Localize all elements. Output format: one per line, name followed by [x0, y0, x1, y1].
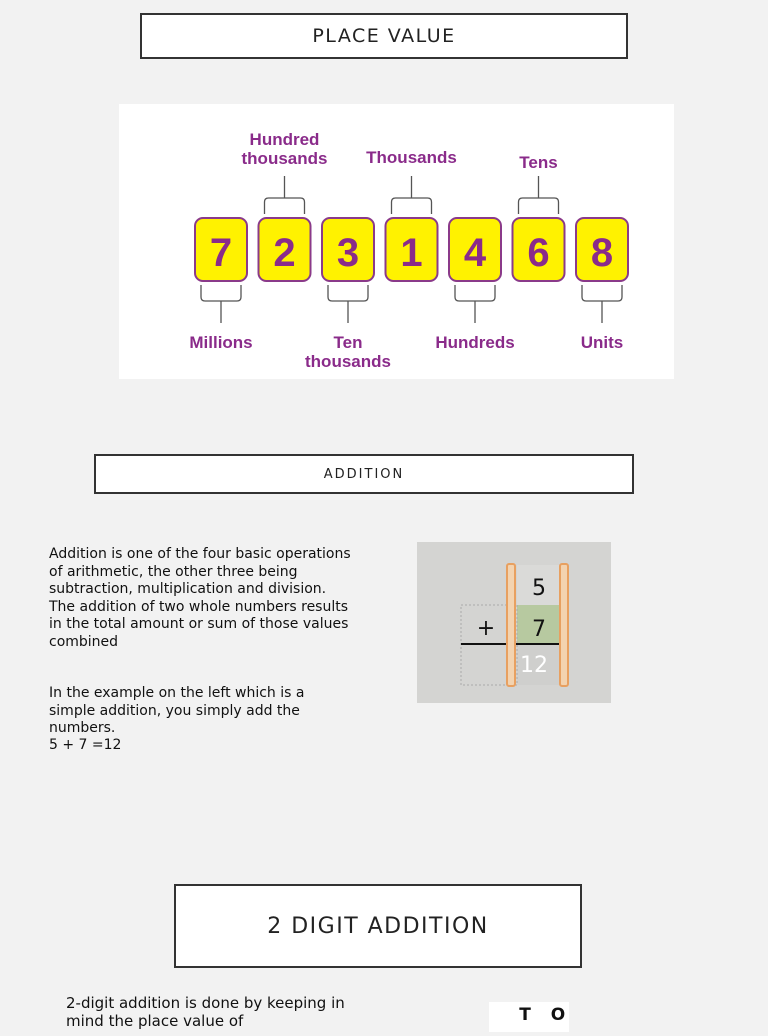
place-label: Thousands: [366, 148, 457, 167]
addition-example-svg: [417, 542, 611, 703]
place-label: Ten: [333, 333, 363, 352]
to-table-svg: [489, 1002, 569, 1032]
tens-header: T: [519, 1005, 531, 1025]
addition-description: Addition is one of the four basic operations of arithmetic, the other three being subtraction, multiplication and division. The addition of two whole numbers results in the total amount or sum of those values combined: [49, 546, 351, 650]
digit: 7: [209, 231, 233, 275]
left-bar: [507, 564, 515, 686]
digit: 8: [590, 231, 614, 275]
addition-equation: 5 + 7 =12: [49, 737, 122, 753]
digit: 3: [336, 231, 360, 275]
digit: 2: [273, 231, 296, 275]
place-label: thousands: [305, 352, 391, 371]
place-label: Units: [580, 333, 624, 352]
addition-example-image: [417, 542, 611, 703]
place-label: Tens: [519, 153, 558, 172]
addition-example-text: In the example on the left which is a simple addition, you simply add the numbers.: [49, 685, 305, 736]
digit-boxes: [195, 218, 628, 281]
bracket: [265, 176, 305, 214]
bracket: [201, 285, 241, 323]
two-digit-description: 2-digit addition is done by keeping in mind the place value of: [66, 994, 345, 1030]
digit: 1: [400, 231, 423, 275]
digit: 4: [463, 231, 487, 275]
place-value-title: PLACE VALUE: [140, 13, 628, 59]
place-value-diagram: [119, 104, 674, 379]
bracket: [519, 176, 559, 214]
digit: 6: [527, 231, 550, 275]
ones-header: O: [550, 1005, 566, 1025]
bracket: [328, 285, 368, 323]
top-number: 5: [532, 576, 546, 601]
two-digit-addition-title: 2 DIGIT ADDITION: [174, 884, 582, 968]
bracket: [582, 285, 622, 323]
bracket: [392, 176, 432, 214]
bracket: [455, 285, 495, 323]
place-label: Millions: [189, 333, 253, 352]
right-bar: [560, 564, 568, 686]
result-number: 12: [520, 653, 548, 678]
plus-sign: +: [476, 616, 496, 641]
addition-title: ADDITION: [94, 454, 634, 494]
place-label: Hundred: [249, 130, 320, 149]
place-value-svg: [119, 104, 674, 379]
place-label: Hundreds: [435, 333, 515, 352]
bottom-number: 7: [532, 617, 546, 642]
place-label: thousands: [241, 149, 328, 168]
to-table: [489, 1002, 569, 1032]
